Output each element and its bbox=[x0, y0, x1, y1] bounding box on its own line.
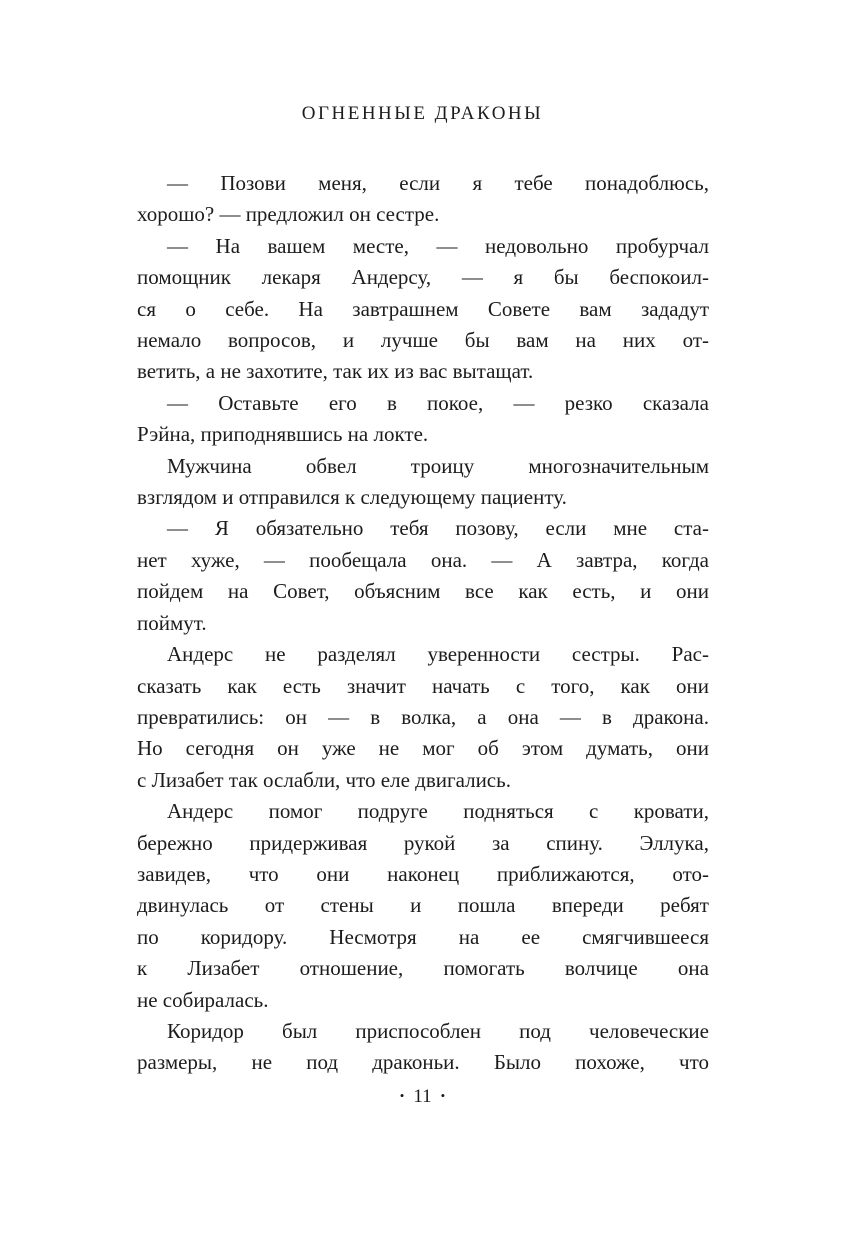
folio bbox=[0, 1086, 845, 1108]
folio-page-number: 11 bbox=[413, 1086, 432, 1107]
text-line: взглядом и отправился к следующему пациенту. bbox=[137, 485, 567, 510]
text-line: Но сегодня он уже не мог об этом думать, они bbox=[137, 736, 709, 761]
text-line: завидев, что они наконец приближаются, ото- bbox=[137, 861, 709, 886]
text-line: помощник лекаря Андерсу, — я бы беспокоил- bbox=[137, 265, 709, 290]
text-line: Рэйна, приподнявшись на локте. bbox=[137, 422, 429, 447]
paragraph bbox=[137, 388, 709, 451]
text-line: сказать как есть значит начать с того, как они bbox=[137, 673, 709, 698]
text-line: двинулась от стены и пошла впереди ребят bbox=[137, 893, 709, 918]
text-line: к Лизабет отношение, помогать волчице она bbox=[137, 956, 709, 981]
text-line: — Оставьте его в покое, — резко сказала bbox=[167, 390, 709, 415]
paragraph bbox=[137, 168, 709, 231]
text-line: поймут. bbox=[137, 610, 207, 635]
paragraph bbox=[137, 451, 709, 514]
text-line: хорошо? — предложил он сестре. bbox=[137, 202, 440, 227]
text-line: немало вопросов, и лучше бы вам на них от- bbox=[137, 328, 709, 353]
text-line: не собиралась. bbox=[137, 987, 269, 1012]
paragraph bbox=[137, 231, 709, 388]
text-line: Андерс не разделял уверенности сестры. Рас- bbox=[167, 642, 709, 667]
text-line: пойдем на Совет, объясним все как есть, и они bbox=[137, 579, 709, 604]
body-text bbox=[137, 168, 709, 1079]
paragraph bbox=[137, 639, 709, 796]
text-line: по коридору. Несмотря на ее смягчившееся bbox=[137, 924, 709, 949]
paragraph bbox=[137, 796, 709, 1016]
text-line: ся о себе. На завтрашнем Совете вам зададут bbox=[137, 296, 709, 321]
text-line: — Я обязательно тебя позову, если мне ста- bbox=[167, 516, 709, 541]
text-line: нет хуже, — пообещала она. — А завтра, когда bbox=[137, 547, 709, 572]
text-line: превратились: он — в волка, а она — в дракона. bbox=[137, 704, 709, 729]
paragraph bbox=[137, 513, 709, 639]
folio-right-bullet-icon: • bbox=[440, 1088, 446, 1103]
text-line: — На вашем месте, — недовольно пробурчал bbox=[167, 233, 709, 258]
text-line: ветить, а не захотите, так их из вас вытащат. bbox=[137, 359, 534, 384]
text-line: Андерс помог подруге подняться с кровати, bbox=[167, 799, 709, 824]
folio-left-bullet-icon: • bbox=[399, 1088, 405, 1103]
text-line: бережно придерживая рукой за спину. Эллука, bbox=[137, 830, 709, 855]
paragraph bbox=[137, 1016, 709, 1079]
running-head: ОГНЕННЫЕ ДРАКОНЫ bbox=[301, 103, 544, 124]
text-line: размеры, не под драконьи. Было похоже, что bbox=[137, 1050, 709, 1075]
text-line: с Лизабет так ослабли, что еле двигались. bbox=[137, 767, 511, 792]
text-line: Мужчина обвел троицу многозначительным bbox=[167, 453, 709, 478]
text-line: — Позови меня, если я тебе понадоблюсь, bbox=[167, 171, 709, 195]
text-line: Коридор был приспособлен под человеческие bbox=[167, 1018, 709, 1043]
